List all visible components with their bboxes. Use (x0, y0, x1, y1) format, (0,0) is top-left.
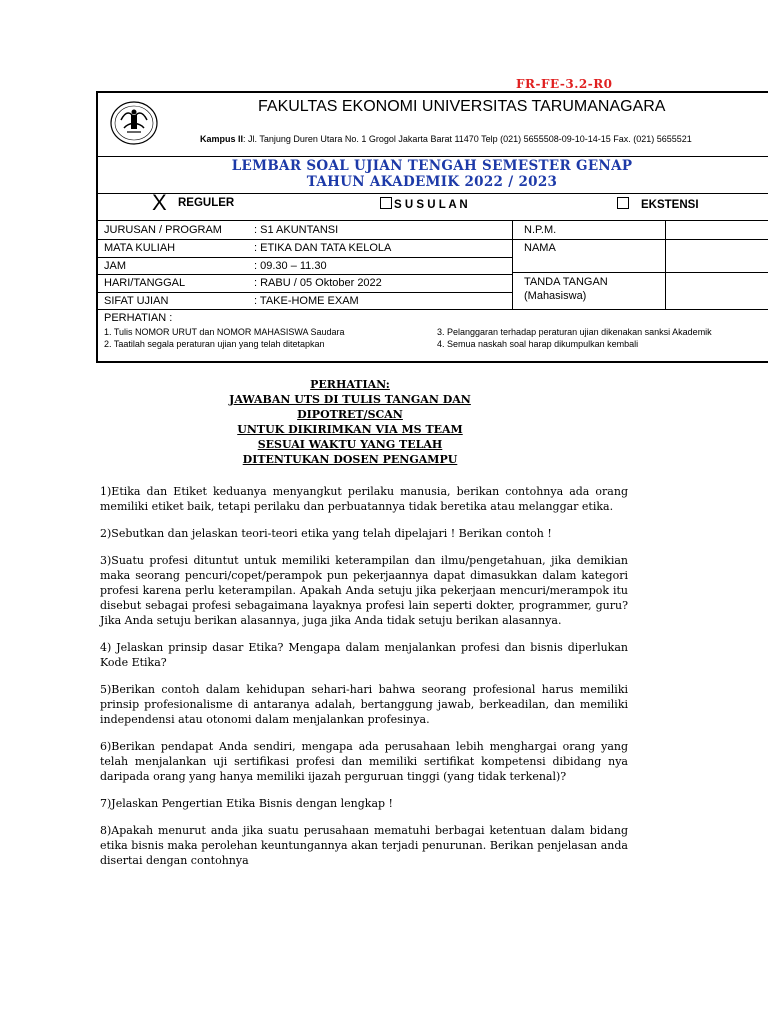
nama-label: NAMA (524, 242, 556, 254)
divider (96, 156, 768, 157)
jurusan-label: JURUSAN / PROGRAM (104, 224, 222, 236)
divider (96, 193, 768, 194)
question-2: 2)Sebutkan dan jelaskan teori-teori etika yang telah dipelajari ! Berikan contoh ! (100, 527, 552, 540)
question-3: 3)Suatu profesi dituntut untuk memiliki keterampilan dan ilmu/pengetahuan, jika demikian maka seorang pencuri/copet/perampok pun pekerjaannya dapat dimasukkan dalam kategori profesi karena perlu keterampilan. Apakah Anda setuju jika pekerjaan mencuri/merampok itu disebut sebagai profesi sebagaimana layaknya profesi lain seperti dokter, programmer, guru? Jika Anda setuju berikan alasannya, juga jika Anda tidak setuju berikan alasannya. (100, 554, 628, 627)
divider (512, 220, 513, 309)
campus-label: Kampus II (200, 134, 244, 144)
matkul-value: : ETIKA DAN TATA KELOLA (254, 242, 392, 254)
divider (96, 239, 512, 240)
sifat-label: SIFAT UJIAN (104, 295, 169, 307)
susulan-option[interactable] (380, 197, 468, 211)
divider (96, 309, 768, 310)
matkul-label: MATA KULIAH (104, 242, 176, 254)
exam-title: LEMBAR SOAL UJIAN TENGAH SEMESTER GENAP (231, 158, 633, 174)
reguler-check-mark[interactable]: X (152, 190, 167, 215)
hari-value: : RABU / 05 Oktober 2022 (254, 277, 382, 289)
question-5: 5)Berikan contoh dalam kehidupan sehari-hari bahwa seorang profesional harus memiliki prinsip profesionalisme di antaranya adalah, bertanggung jawab, berkeadilan, dan memiliki independensi atau otonomi dalam menjalankan profesinya. (100, 683, 628, 726)
rule-1: 1. Tulis NOMOR URUT dan NOMOR MAHASISWA Saudara (104, 327, 345, 337)
question-list (100, 484, 628, 880)
notice-line: JAWABAN UTS DI TULIS TANGAN DAN (229, 393, 471, 406)
campus-address (200, 134, 692, 144)
rule-4: 4. Semua naskah soal harap dikumpulkan kembali (437, 339, 639, 349)
ekstensi-label: EKSTENSI (641, 199, 699, 211)
question-8: 8)Apakah menurut anda jika suatu perusahaan mematuhi berbagai ketentuan dalam bidang etika bisnis maka perolehan keuntungannya akan terjadi penurunan. Berikan penjelasan anda disertai dengan contohnya (100, 824, 628, 867)
jam-label: JAM (104, 260, 126, 272)
notice-line: DIPOTRET/SCAN (297, 408, 403, 421)
notice-line: UNTUK DIKIRIMKAN VIA MS TEAM (237, 423, 463, 436)
notice-line: SESUAI WAKTU YANG TELAH (257, 438, 443, 451)
divider (512, 239, 768, 240)
university-name: FAKULTAS EKONOMI UNIVERSITAS TARUMANAGARA (258, 98, 666, 115)
ekstensi-checkbox[interactable] (617, 197, 629, 209)
divider (512, 272, 768, 273)
reguler-label: REGULER (178, 197, 235, 209)
jurusan-value: : S1 AKUNTANSI (254, 224, 339, 236)
form-code: FR-FE-3.2-R0 (516, 77, 613, 91)
rule-3: 3. Pelanggaran terhadap peraturan ujian dikenakan sanksi Akademik (437, 327, 712, 337)
npm-label: N.P.M. (524, 224, 557, 236)
question-7: 7)Jelaskan Pengertian Etika Bisnis dengan lengkap ! (100, 797, 393, 810)
question-4: 4) Jelaskan prinsip dasar Etika? Mengapa dalam menjalankan profesi dan bisnis diperlukan Kode Etika? (100, 641, 628, 669)
submission-notice (150, 377, 550, 467)
divider (96, 257, 512, 258)
notice-line: PERHATIAN: (310, 378, 390, 391)
question-1: 1)Etika dan Etiket keduanya menyangkut perilaku manusia, berikan contohnya ada orang memiliki etiket baik, tetapi perilaku dan perbuatannya tidak beretika atau melanggar etika. (100, 485, 628, 513)
divider (665, 220, 666, 309)
question-6: 6)Berikan pendapat Anda sendiri, mengapa ada perusahaan lebih menghargai orang yang telah menjalankan uji sertifikasi profesi dan memiliki sertifikat kompetensi dibidang nya daripada orang yang hanya memiliki ijazah perguruan tinggi (yang tidak terkenal)? (100, 740, 628, 783)
jam-value: : 09.30 – 11.30 (254, 260, 327, 272)
academic-year: TAHUN AKADEMIK 2022 / 2023 (306, 174, 558, 190)
susulan-label: S U S U L A N (394, 199, 468, 211)
hari-label: HARI/TANGGAL (104, 277, 186, 289)
divider (96, 220, 768, 221)
ekstensi-option[interactable] (617, 197, 699, 211)
susulan-checkbox[interactable] (380, 197, 392, 209)
divider (96, 292, 512, 293)
university-seal-logo (109, 98, 159, 148)
sifat-value: : TAKE-HOME EXAM (254, 295, 359, 307)
ttd-label: TANDA TANGAN (524, 276, 608, 288)
divider (96, 274, 512, 275)
notice-line: DITENTUKAN DOSEN PENGAMPU (242, 453, 458, 466)
perhatian-label: PERHATIAN : (104, 312, 173, 324)
ttd-sublabel: (Mahasiswa) (524, 290, 587, 302)
campus-address-text: : Jl. Tanjung Duren Utara No. 1 Grogol Jakarta Barat 11470 Telp (021) 5655508-09-10-14-15 Fax. (021) 5655521 (243, 134, 692, 144)
rule-2: 2. Taatilah segala peraturan ujian yang telah ditetapkan (104, 339, 325, 349)
